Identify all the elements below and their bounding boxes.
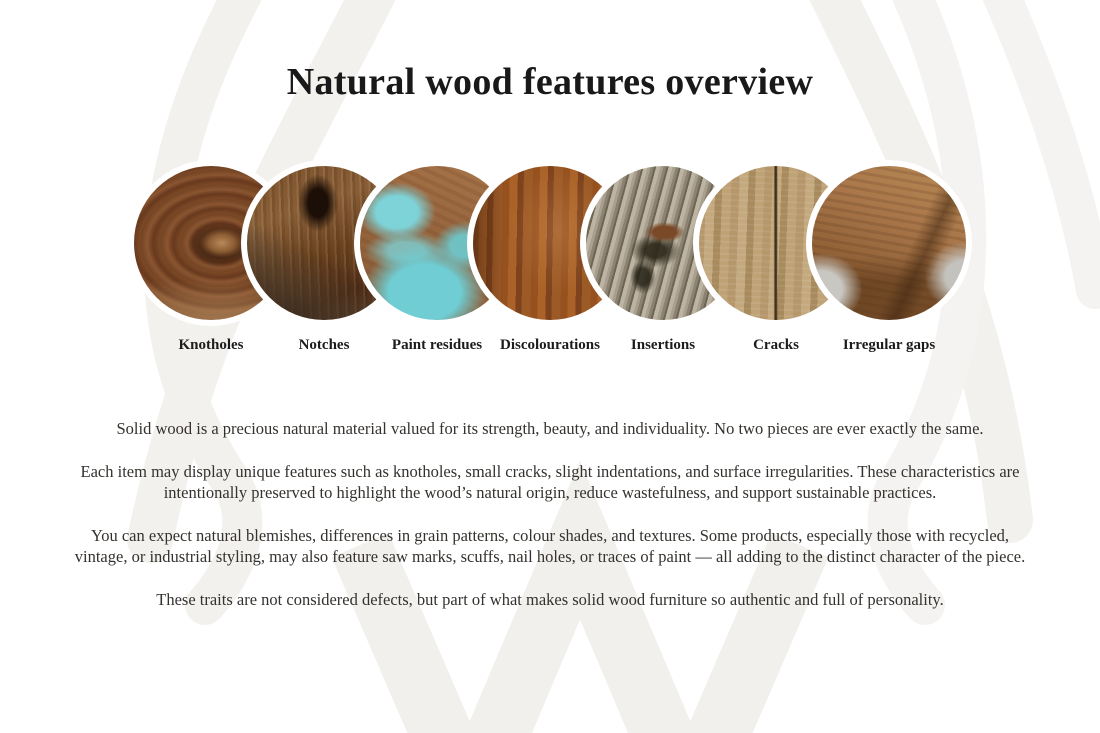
wood-features-row (0, 160, 1100, 354)
feature-label: Notches (298, 336, 350, 353)
feature-label: Knotholes (178, 336, 244, 353)
description-paragraph-3: You can expect natural blemishes, differences in grain patterns, colour shades, and textures. Some products, especially those with recycled, vintage, or industrial styling, may also feature saw marks, scuffs, nail holes, or traces of paint — all adding to the distinct character of the piece. (74, 525, 1026, 566)
page-title: Natural wood features overview (286, 61, 814, 103)
description-paragraph-1: Solid wood is a precious natural material valued for its strength, beauty, and individuality. No two pieces are ever exactly the same. (116, 418, 984, 438)
feature-label: Irregular gaps (842, 336, 936, 353)
description-paragraph-2: Each item may display unique features such as knotholes, small cracks, slight indentations, and surface irregularities. These characteristics are intentionally preserved to highlight the wood’s natural origin, reduce wastefulness, and support sustainable practices. (80, 461, 1020, 502)
description-paragraph-4: These traits are not considered defects, but part of what makes solid wood furniture so authentic and full of personality. (156, 589, 944, 609)
feature-item-irregular-gaps (806, 160, 972, 354)
irregular-gaps-wood-photo (806, 160, 972, 326)
feature-label: Paint residues (391, 336, 483, 353)
feature-label: Insertions (630, 336, 696, 353)
description-text-block (74, 418, 1026, 610)
feature-label: Cracks (753, 336, 799, 353)
feature-label: Discolourations (499, 336, 600, 353)
